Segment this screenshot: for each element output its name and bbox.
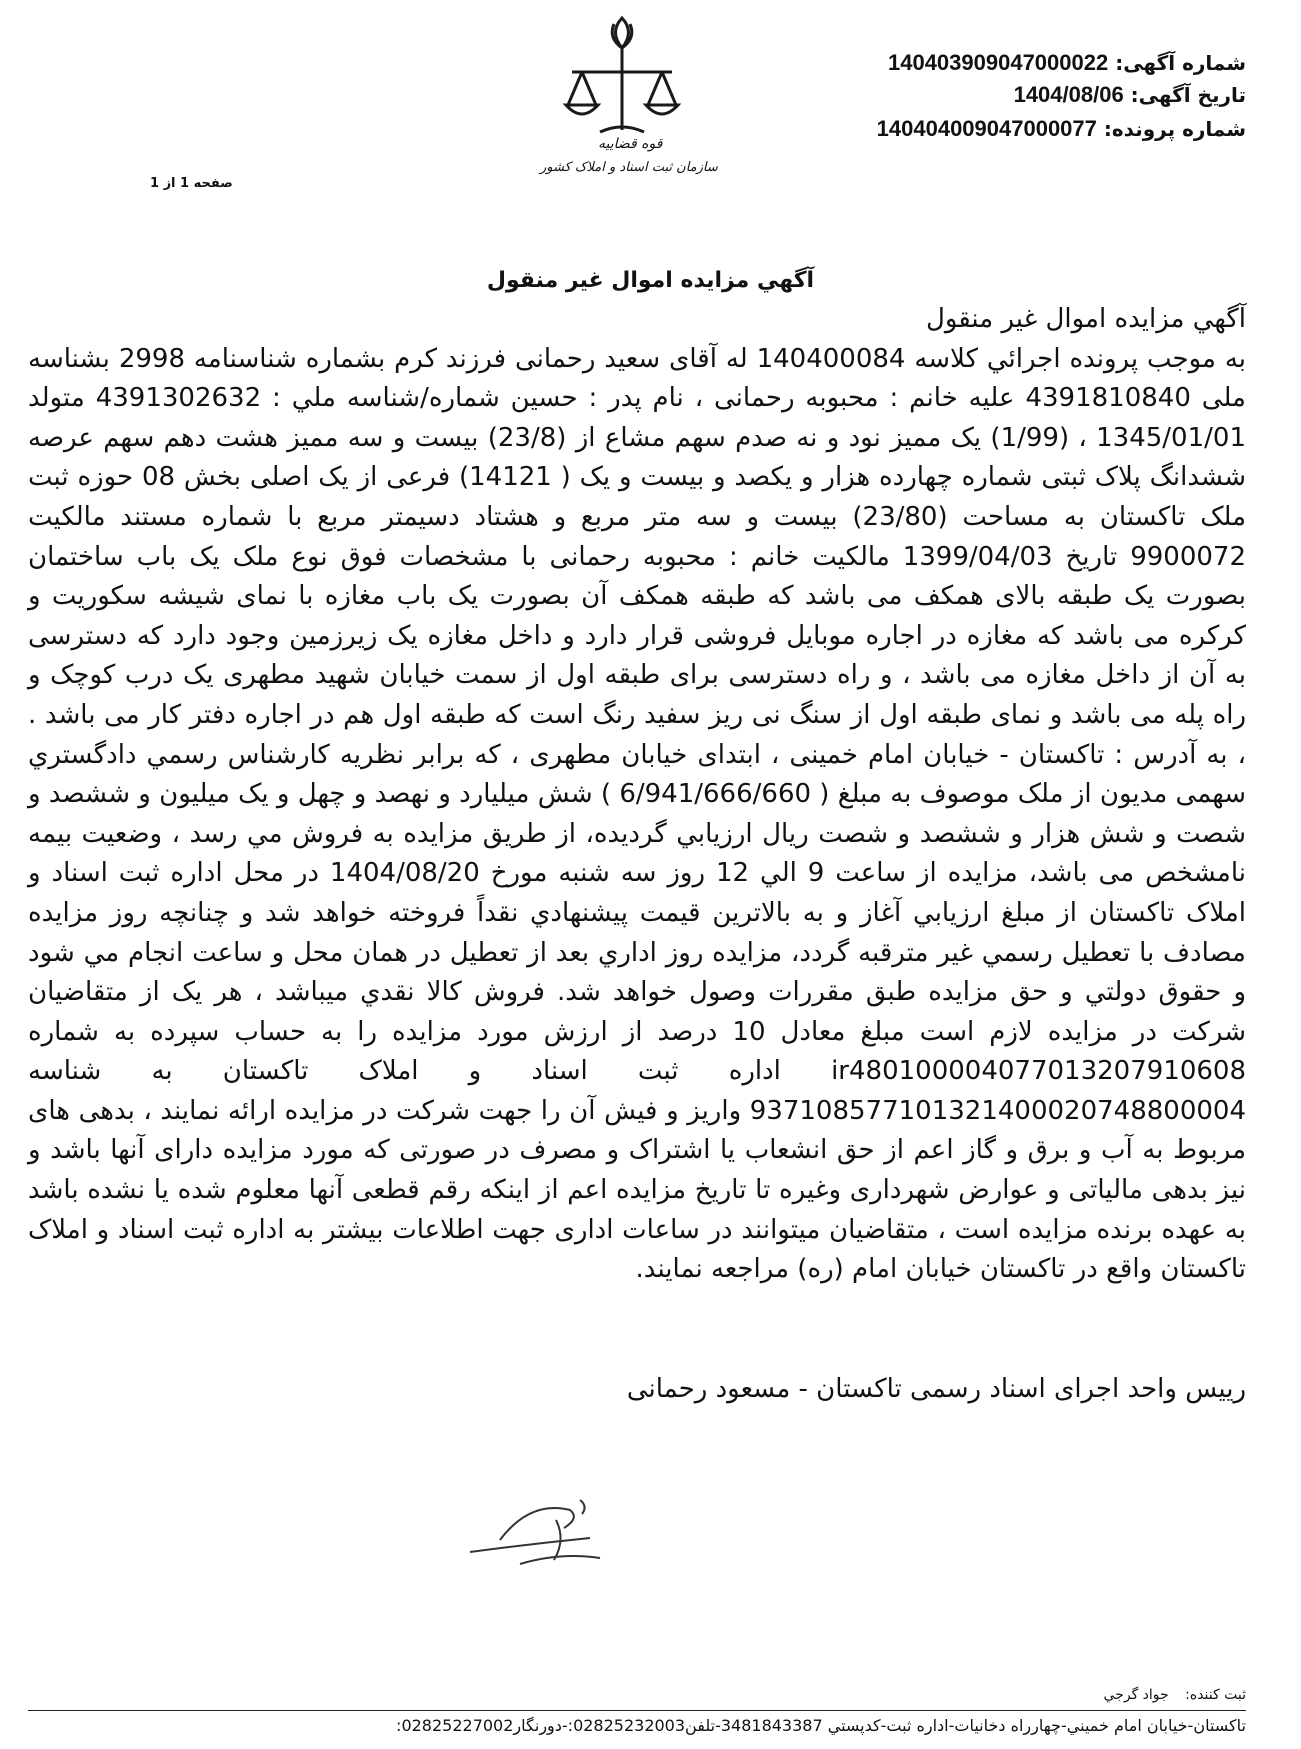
ad-date-row xyxy=(1014,82,1246,108)
file-number-label: شماره پرونده: xyxy=(1103,117,1246,141)
ad-date-label: تاریخ آگهی: xyxy=(1130,83,1246,107)
page-number: صفحه 1 از 1 xyxy=(150,176,233,191)
body-heading: آگهي مزايده اموال غير منقول xyxy=(925,304,1246,334)
signer-line: رییس واحد اجرای اسناد رسمی تاکستان - مسعود رحمانی xyxy=(626,1374,1246,1404)
registrar-label: ثبت کننده: xyxy=(1185,1687,1246,1703)
ad-date: 1404/08/06 xyxy=(1013,82,1124,107)
ad-number-label: شماره آگهی: xyxy=(1115,51,1246,75)
ad-number: 140403909047000022 xyxy=(887,50,1109,75)
body-paragraph: به موجب پرونده اجرائي كلاسه 140400084 له آقای سعید رحمانی فرزند کرم بشماره شناسنامه 2998 بشناسه ملی 4391810840 علیه خانم : محبوبه رحمانی ، نام پدر : حسین شماره/شناسه ملي : 4391302632 متولد 1345/01/01 ، (1/99) یک ممیز نود و نه صدم سهم مشاع از (23/8) بیست و سه ممیز هشت دهم سهم عرصه ششدانگ پلاک ثبتی شماره چهارده هزار و یکصد و بیست و یک ( 14121) فرعی از یک اصلی بخش 08 حوزه ثبت ملک تاکستان به مساحت (23/80) بیست و سه متر مربع و هشتاد دسیمتر مربع با شماره مستند مالکیت 9900072 تاریخ 1399/04/03 مالکیت خانم : محبوبه رحمانی با مشخصات فوق نوع ملک یک باب ساختمان بصورت یک طبقه بالای همکف می باشد که طبقه همکف آن بصورت یک باب مغازه با نمای شیشه سکوریت و کرکره می باشد که مغازه در اجاره موبایل فروشی قرار دارد و داخل مغازه یک زیرزمین وجود دارد که دسترسی به آن از داخل مغازه می باشد ، و راه دسترسی برای طبقه اول از سمت خیابان شهید مطهری یک درب کوچک و راه پله می باشد و نمای طبقه اول از سنگ نی ریز سفید رنگ است که طبقه اول هم در اجاره دفتر کار می باشد . ، به آدرس : تاکستان - خیابان امام خمینی ، ابتدای خیابان مطهری ، كه برابر نظريه كارشناس رسمي دادگستري سهمی مدیون از ملک موصوف به مبلغ ( 6/941/666/660 ) شش میلیارد و نهصد و چهل و یک میلیون و ششصد و شصت و شش هزار و ششصد و شصت ريال ارزيابي گرديده، از طريق مزايده به فروش مي رسد ، وضعیت بیمه نامشخص می باشد، مزايده از ساعت 9 الي 12 روز سه شنبه مورخ 1404/08/20 در محل اداره ثبت اسناد و املاک تاکستان از مبلغ ارزيابي آغاز و به بالاترين قيمت پيشنهادي نقداً فروخته خواهد شد و چنانچه روز مزايده مصادف با تعطيل رسمي غير مترقبه گردد، مزايده روز اداري بعد از تعطيل در همان محل و ساعت انجام مي شود و حقوق دولتي و حق مزايده طبق مقررات وصول خواهد شد. فروش كالا نقدي ميباشد ، هر یک از متقاضیان شرکت در مزایده لازم است مبلغ معادل 10 درصد از ارزش مورد مزایده را به حساب سپرده به شماره ir480100004077013207910608 اداره ثبت اسناد و املاک تاکستان به شناسه 937108577101321400020748800004 واریز و فیش آن را جهت شرکت در مزایده ارائه نمایند ، بدهی های مربوط به آب و برق و گاز اعم از حق انشعاب یا اشتراک و مصرف در صورتی که مورد مزایده دارای آنها باشد و نیز بدهی مالیاتی و عوارض شهرداری وغیره تا تاریخ مزایده اعم از اینکه رقم قطعی آنها معلوم شده یا نشده باشد به عهده برنده مزایده است ، متقاضیان میتوانند در ساعات اداری جهت اطلاعات بیشتر به اداره ثبت اسناد و املاک تاکستان واقع در تاکستان خیابان امام (ره) مراجعه نمایند. xyxy=(28,343,1247,1285)
emblem-caption-judiciary: قوه قضاییه xyxy=(598,136,663,152)
document-title: آگهي مزايده اموال غير منقول xyxy=(486,268,815,293)
file-number-row xyxy=(877,116,1246,142)
emblem-caption-organization: سازمان ثبت اسناد و املاک کشور xyxy=(540,160,718,175)
registrar-row xyxy=(1092,1687,1246,1703)
footer-divider xyxy=(28,1710,1246,1711)
ad-number-row xyxy=(888,50,1246,76)
registrar-name: جواد گرجي xyxy=(1103,1687,1169,1703)
file-number: 140404009047000077 xyxy=(876,116,1097,141)
notice-body xyxy=(28,300,1246,1290)
footer-address: تاکستان-خيابان امام خميني-چهارراه دخانيات-اداره ثبت-کدپستي 3481843387-تلفن02825232003:-دورنگار02825227002: xyxy=(396,1716,1246,1735)
signature xyxy=(460,1480,640,1590)
